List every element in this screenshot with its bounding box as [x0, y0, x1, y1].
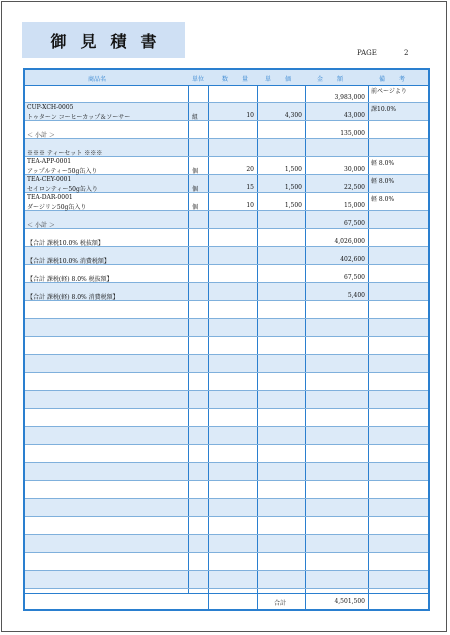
- table-row: [25, 337, 428, 355]
- table-row: [25, 391, 428, 409]
- item-unit: 個: [192, 186, 199, 193]
- header-unit: 単位: [192, 76, 205, 83]
- header-qty: 数量: [222, 76, 263, 83]
- item-code: TEA-CEY-0001: [27, 176, 72, 183]
- table-footer: [25, 593, 428, 609]
- item-amount: 15,000: [344, 202, 365, 209]
- item-name: トゥターン コーヒーカップ＆ソーサー: [27, 114, 131, 121]
- item-name: 【合計 課税(軽) 8.0% 消費税額】: [27, 294, 119, 301]
- total-amount: 4,501,500: [334, 598, 365, 605]
- item-amount: 67,500: [344, 274, 365, 281]
- item-name: 【合計 課税(軽) 8.0% 税抜額】: [27, 276, 113, 283]
- item-price: 4,300: [284, 112, 302, 119]
- item-unit: 個: [192, 204, 199, 211]
- item-name: 【合計 課税10.0% 税抜額】: [27, 240, 104, 247]
- header-name: 商品名: [88, 76, 107, 83]
- item-name: 【合計 課税10.0% 消費税額】: [27, 258, 110, 265]
- item-amount: 135,000: [340, 130, 365, 137]
- estimate-table: [23, 68, 430, 611]
- item-name: ＜ 小計 ＞: [27, 222, 55, 229]
- header-price: 単価: [265, 76, 306, 83]
- item-amount: 5,400: [347, 292, 365, 299]
- item-amount: 43,000: [344, 112, 365, 119]
- total-label: 合計: [274, 600, 287, 607]
- header-note: 備考: [379, 76, 420, 83]
- item-qty: 10: [246, 112, 254, 119]
- item-name: ダージリン50g缶入り: [27, 204, 87, 211]
- table-row: [25, 373, 428, 391]
- document-title: 御見積書: [22, 22, 185, 58]
- table-row: [25, 463, 428, 481]
- item-unit: 組: [192, 114, 199, 121]
- table-row: [25, 427, 428, 445]
- item-qty: 10: [246, 202, 254, 209]
- table-row: [25, 247, 428, 265]
- table-row: [25, 481, 428, 499]
- table-row: [25, 301, 428, 319]
- item-name: ＜ 小計 ＞: [27, 132, 55, 139]
- table-row: [25, 535, 428, 553]
- table-row: [25, 571, 428, 589]
- table-row: [25, 445, 428, 463]
- table-row: [25, 517, 428, 535]
- item-amount: 3,983,000: [334, 94, 365, 101]
- header-amount: 金額: [317, 76, 358, 83]
- table-header: [25, 70, 428, 86]
- page-number: 2: [404, 49, 409, 57]
- item-amount: 4,026,000: [334, 238, 365, 245]
- item-price: 1,500: [284, 202, 302, 209]
- item-note: 軽 8.0%: [371, 196, 395, 203]
- item-code: TEA-APP-0001: [27, 158, 72, 165]
- item-code: TEA-DAR-0001: [27, 194, 73, 201]
- item-price: 1,500: [284, 184, 302, 191]
- table-row: [25, 139, 428, 157]
- item-note: 課10.0%: [371, 106, 397, 113]
- item-price: 1,500: [284, 166, 302, 173]
- item-name: ※※※ ティーセット ※※※: [27, 150, 103, 157]
- table-row: [25, 553, 428, 571]
- table-row: [25, 85, 428, 103]
- table-row: [25, 193, 428, 211]
- item-qty: 20: [246, 166, 254, 173]
- item-note: 前ページより: [371, 88, 407, 95]
- page-label: PAGE: [357, 49, 377, 57]
- item-name: アップルティー50g缶入り: [27, 168, 98, 175]
- item-amount: 67,500: [344, 220, 365, 227]
- item-note: 軽 8.0%: [371, 160, 395, 167]
- item-note: 軽 8.0%: [371, 178, 395, 185]
- item-unit: 個: [192, 168, 199, 175]
- table-row: [25, 175, 428, 193]
- item-amount: 22,500: [344, 184, 365, 191]
- table-row: [25, 409, 428, 427]
- table-row: [25, 103, 428, 121]
- table-row: [25, 355, 428, 373]
- table-row: [25, 211, 428, 229]
- table-row: [25, 265, 428, 283]
- table-row: [25, 319, 428, 337]
- item-amount: 30,000: [344, 166, 365, 173]
- table-row: [25, 283, 428, 301]
- table-row: [25, 157, 428, 175]
- table-row: [25, 229, 428, 247]
- table-row: [25, 499, 428, 517]
- item-name: セイロンティー50g缶入り: [27, 186, 98, 193]
- table-row: [25, 121, 428, 139]
- item-code: CUP-XCH-0005: [27, 104, 74, 111]
- item-amount: 402,600: [340, 256, 365, 263]
- item-qty: 15: [246, 184, 254, 191]
